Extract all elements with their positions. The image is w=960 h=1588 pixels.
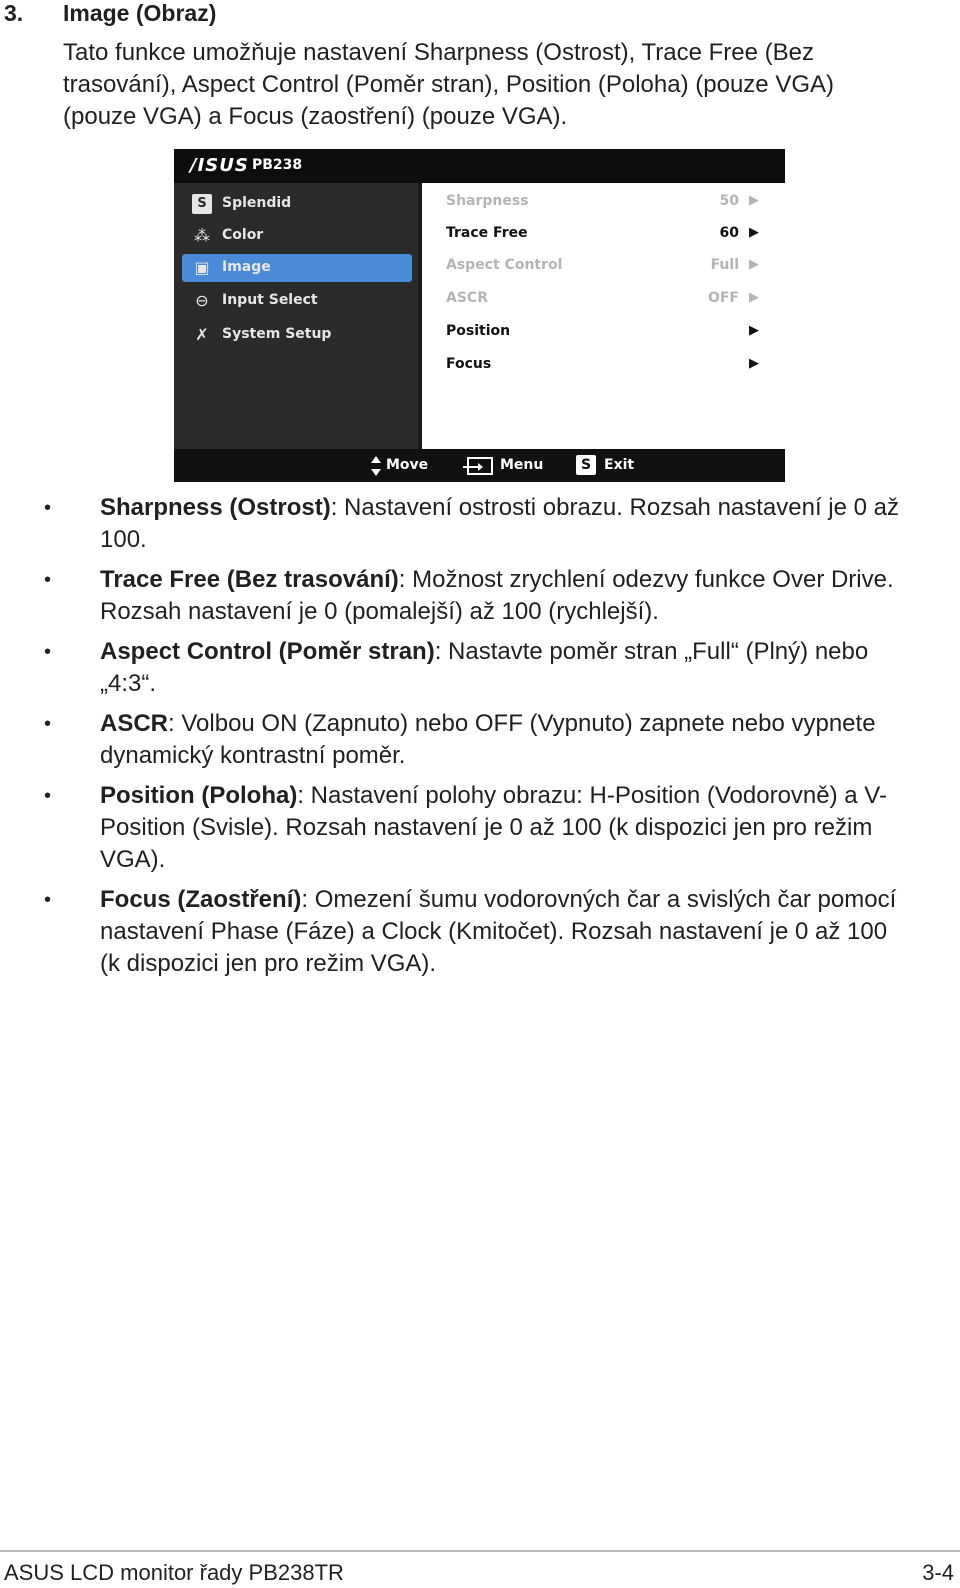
option-label: Sharpness — [446, 193, 529, 209]
menu-item-system-setup[interactable] — [182, 321, 412, 349]
bullet-term: Aspect Control (Poměr stran) — [100, 638, 435, 665]
splendid-s-icon: S — [192, 194, 212, 214]
asus-logo: /ISUS — [190, 155, 249, 176]
option-label: Aspect Control — [446, 257, 563, 273]
bullet-icon: • — [44, 785, 52, 807]
option-aspect-control[interactable] — [422, 253, 785, 279]
list-item — [0, 564, 900, 628]
menu-item-image[interactable] — [182, 254, 412, 282]
menu-enter-icon — [462, 456, 494, 476]
bullet-icon: • — [44, 889, 52, 911]
section-number: 3. — [4, 0, 24, 26]
menu-item-color[interactable] — [182, 222, 412, 250]
option-value: OFF — [707, 290, 739, 306]
bullet-text: : Volbou ON (Zapnuto) nebo OFF (Vypnuto) zapnete nebo vypnete dynamický kontrastní poměr. — [100, 710, 876, 769]
osd-menu-screenshot — [174, 149, 785, 482]
section-title: Image (Obraz) — [63, 0, 217, 26]
menu-item-input-select[interactable] — [182, 287, 412, 315]
page-footer-title: ASUS LCD monitor řady PB238TR — [4, 1560, 344, 1585]
bullet-text: : Nastavení polohy obrazu: H-Position (Vodorovně) a V-Position (Svisle). Rozsah nastavení je 0 až 100 (k dispozici jen pro režim VGA). — [100, 782, 887, 873]
footer-exit-label: Exit — [604, 457, 635, 473]
image-picture-icon: ▣ — [194, 258, 210, 277]
feature-bullet-list — [0, 492, 960, 988]
menu-item-label: Color — [222, 227, 264, 243]
bullet-icon: • — [44, 497, 52, 519]
footer-move-label: Move — [386, 457, 429, 473]
bullet-term: Sharpness (Ostrost) — [100, 494, 331, 521]
list-item — [0, 708, 900, 772]
bullet-term: Position (Poloha) — [100, 782, 298, 809]
option-value: Full — [710, 257, 739, 273]
list-item — [0, 780, 900, 876]
bullet-icon: • — [44, 713, 52, 735]
bullet-text: : Možnost zrychlení odezvy funkce Over Drive. Rozsah nastavení je 0 (pomalejší) až 100 (rychlejší). — [100, 566, 894, 625]
bullet-text: : Nastavení ostrosti obrazu. Rozsah nastavení je 0 až 100. — [100, 494, 900, 553]
option-position[interactable] — [422, 319, 785, 345]
wrench-screwdriver-icon: ✗ — [195, 325, 209, 344]
section-intro: Tato funkce umožňuje nastavení Sharpness (Ostrost), Trace Free (Bez trasování), Aspect Control (Poměr stran), Position (Poloha) (pouze VGA) (pouze VGA) a Focus (zaostření) (pouze VGA). — [63, 39, 834, 130]
option-ascr[interactable] — [422, 286, 785, 312]
option-label: Focus — [446, 356, 492, 372]
option-label: Position — [446, 323, 511, 339]
osd-main-menu — [174, 183, 418, 449]
menu-item-label: Image — [222, 259, 271, 275]
list-item — [0, 884, 900, 980]
menu-item-label: System Setup — [222, 326, 332, 342]
bullet-text: : Nastavte poměr stran „Full“ (Plný) nebo „4:3“. — [100, 638, 869, 697]
arrow-right-icon: ▶ — [749, 356, 759, 371]
arrow-right-icon: ▶ — [749, 290, 759, 305]
option-focus[interactable] — [422, 352, 785, 378]
osd-image-submenu — [422, 183, 785, 449]
option-sharpness[interactable] — [422, 189, 785, 215]
option-label: ASCR — [446, 290, 488, 306]
option-trace-free[interactable] — [422, 221, 785, 247]
bullet-icon: • — [44, 641, 52, 663]
bullet-term: ASCR — [100, 710, 169, 737]
osd-footer — [174, 449, 785, 482]
list-item — [0, 492, 900, 556]
option-label: Trace Free — [446, 225, 528, 241]
arrow-right-icon: ▶ — [749, 257, 759, 272]
bullet-term: Focus (Zaostření) — [100, 886, 302, 913]
menu-item-splendid[interactable] — [182, 190, 412, 218]
menu-item-label: Input Select — [222, 292, 318, 308]
footer-menu-label: Menu — [500, 457, 544, 473]
up-down-arrows-icon — [370, 455, 382, 477]
footer-divider — [0, 1550, 960, 1552]
arrow-right-icon: ▶ — [749, 193, 759, 208]
bullet-term: Trace Free (Bez trasování) — [100, 566, 399, 593]
arrow-right-icon: ▶ — [749, 323, 759, 338]
osd-model-name: PB238 — [252, 157, 303, 173]
exit-s-icon: S — [576, 455, 596, 475]
arrow-right-icon: ▶ — [749, 225, 759, 240]
osd-header — [174, 149, 785, 183]
page-number: 3-4 — [922, 1560, 954, 1585]
list-item — [0, 636, 900, 700]
option-value: 60 — [719, 225, 739, 241]
color-circles-icon: ⁂ — [194, 226, 210, 245]
input-arrow-icon: ⊖ — [195, 291, 209, 310]
bullet-icon: • — [44, 569, 52, 591]
bullet-text: : Omezení šumu vodorovných čar a svislých čar pomocí nastavení Phase (Fáze) a Clock (Kmitočet). Rozsah nastavení je 0 až 100 (k dispozici jen pro režim VGA). — [100, 886, 897, 977]
menu-item-label: Splendid — [222, 195, 292, 211]
option-value: 50 — [719, 193, 739, 209]
